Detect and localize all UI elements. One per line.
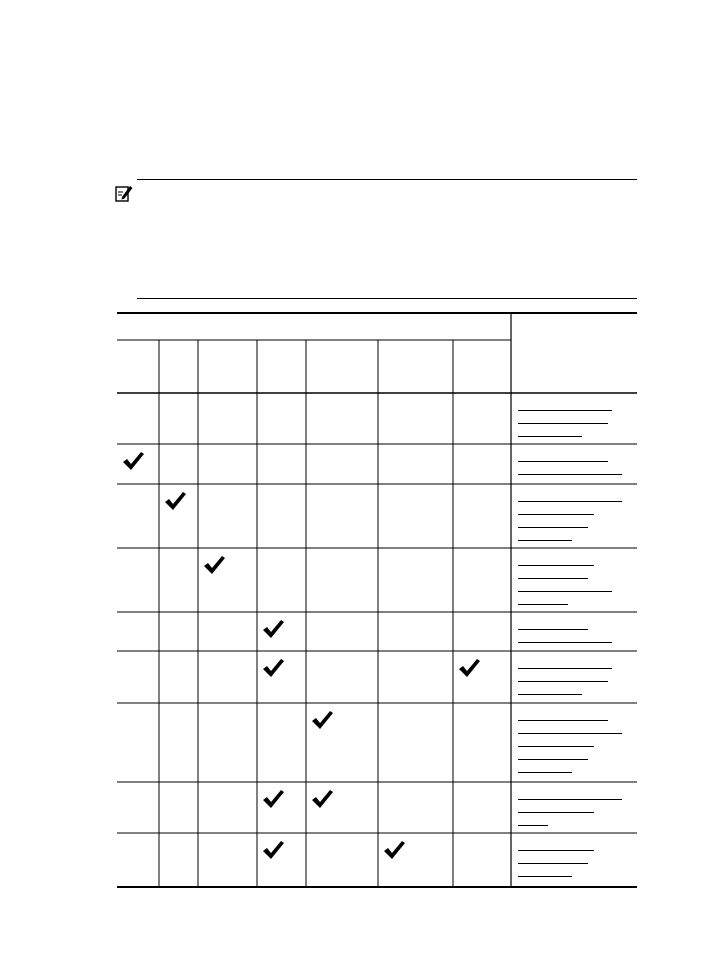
cross-reference-link-line[interactable] (518, 474, 622, 475)
cross-reference-link-line[interactable] (518, 514, 594, 515)
cross-reference-link-line[interactable] (518, 850, 594, 851)
cross-reference-link-line[interactable] (518, 746, 594, 747)
cross-reference-link-line[interactable] (518, 694, 582, 695)
checkmark-icon (261, 788, 285, 810)
cross-reference-link-line[interactable] (518, 578, 588, 579)
cross-reference-link-line[interactable] (518, 540, 572, 541)
cross-reference-link-line[interactable] (518, 720, 608, 721)
cross-reference-link-line[interactable] (518, 681, 608, 682)
cross-reference-link-line[interactable] (518, 812, 594, 813)
checkmark-icon (202, 554, 226, 576)
checkmark-icon (121, 450, 145, 472)
cross-reference-link-line[interactable] (518, 863, 588, 864)
cross-reference-link-line[interactable] (518, 501, 622, 502)
cross-reference-link-line[interactable] (518, 436, 582, 437)
cross-reference-link-line[interactable] (518, 668, 612, 669)
checkmark-icon (382, 839, 406, 861)
cross-reference-link-line[interactable] (518, 642, 612, 643)
checkmark-icon (261, 839, 285, 861)
cross-reference-link-line[interactable] (518, 591, 612, 592)
cross-reference-link-line[interactable] (518, 876, 572, 877)
cross-reference-link-line[interactable] (518, 410, 612, 411)
cross-reference-link-line[interactable] (518, 527, 588, 528)
checkmark-icon (310, 709, 334, 731)
checkmark-icon (261, 618, 285, 640)
checkmark-icon (261, 657, 285, 679)
cross-reference-link-line[interactable] (518, 772, 572, 773)
cross-reference-link-line[interactable] (518, 733, 622, 734)
checkmark-icon (310, 788, 334, 810)
checkmark-icon (163, 490, 187, 512)
cross-reference-link-line[interactable] (518, 423, 608, 424)
cross-reference-link-line[interactable] (518, 461, 608, 462)
cross-reference-link-line[interactable] (518, 604, 568, 605)
cross-reference-link-line[interactable] (518, 629, 588, 630)
cross-reference-link-line[interactable] (518, 799, 622, 800)
cross-reference-link-line[interactable] (518, 565, 594, 566)
cross-reference-link-line[interactable] (518, 759, 588, 760)
checkmark-icon (457, 657, 481, 679)
cross-reference-link-line[interactable] (518, 825, 548, 826)
